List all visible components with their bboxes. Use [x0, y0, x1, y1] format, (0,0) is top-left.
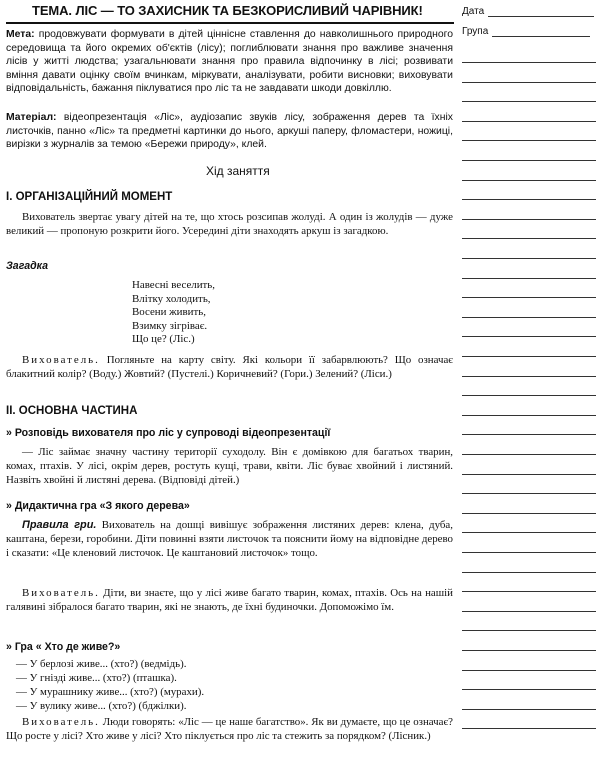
group-field[interactable] — [462, 26, 590, 37]
date-label: Дата — [462, 6, 485, 17]
note-line — [462, 82, 596, 83]
educator-remark-2 — [6, 587, 453, 615]
note-line — [462, 532, 596, 533]
educator-remark-3 — [6, 716, 453, 744]
game2-line: — У берлозі живе... (хто?) (ведмідь). — [16, 658, 187, 670]
riddle-line: Що це? (Ліс.) — [132, 333, 195, 346]
note-line — [462, 572, 596, 573]
game2-line: — У гнізді живе... (хто?) (пташка). — [16, 672, 177, 684]
note-line — [462, 611, 596, 612]
note-line — [462, 317, 596, 318]
note-line — [462, 689, 596, 690]
note-line — [462, 376, 596, 377]
group-label: Група — [462, 26, 489, 37]
topic-header — [6, 0, 454, 24]
note-line — [462, 434, 596, 435]
note-line — [462, 395, 596, 396]
note-line — [462, 513, 596, 514]
story-text: — Ліс займає значну частину території суходолу. Він є домівкою для багатьох тварин, комах, птахів. У лісі, окрім дерев, ростуть кущі, трави, квіти. Ліс буває хвойний і листяний. Назвіть хвойні й листяні дерева. (Відповіді дітей.) — [6, 446, 453, 486]
note-line — [462, 474, 596, 475]
game2-line: — У мурашнику живе... (хто?) (мурахи). — [16, 686, 205, 698]
riddle-line: Влітку холодить, — [132, 292, 211, 305]
note-line — [462, 454, 596, 455]
note-line — [462, 493, 596, 494]
topic-title: ТЕМА. ЛІС — ТО ЗАХИСНИК ТА БЕЗКОРИСЛИВИЙ ЧАРІВНИК! — [32, 3, 423, 18]
educator-remark-1 — [6, 354, 453, 382]
note-line — [462, 709, 596, 710]
note-line — [462, 278, 596, 279]
note-line — [462, 258, 596, 259]
educator-text: Діти, ви знаєте, що у лісі живе багато тварин, комах, птахів. Ось на нашій галявині зібралося багато тварин, які не знають, де їхні будиночки. Допоможімо їм. — [6, 587, 453, 613]
date-field[interactable] — [462, 6, 594, 17]
note-line — [462, 630, 596, 631]
note-line — [462, 552, 596, 553]
game1-rules — [6, 519, 453, 560]
educator-text: Люди говорять: «Ліс — це наше багатство». Як ви думаєте, що це означає? Що росте у лісі? Хто живе у лісі? Хто піклується про ліс та стежить за порядком? (Лісник.) — [6, 716, 453, 742]
game2-heading: » Гра « Хто де живе?» — [6, 641, 121, 653]
material-text: відеопрезентація «Ліс», аудіозапис звуків лісу, зображення дерев та їхніх листочків, панно «Ліс» та предметні картинки до нього, аркуші паперу, фломастери, ножиці, вирізки з журналів за темою «Бережи природу», клей. — [6, 112, 453, 151]
game1-heading: » Дидактична гра «З якого дерева» — [6, 500, 190, 512]
note-line — [462, 121, 596, 122]
section1-intro: Вихователь звертає увагу дітей на те, що хтось розсипав жолуді. А один із жолудів — дуже великий — пропоную розкрити його. Усередині діти знаходять аркуш із загадкою. — [6, 211, 453, 237]
note-line — [462, 728, 596, 729]
note-line — [462, 591, 596, 592]
note-line — [462, 238, 596, 239]
note-line — [462, 650, 596, 651]
story-heading: » Розповідь вихователя про ліс у супроводі відеопрезентації — [6, 427, 331, 439]
note-line — [462, 356, 596, 357]
note-line — [462, 336, 596, 337]
section1-heading: I. ОРГАНІЗАЦІЙНИЙ МОМЕНТ — [6, 191, 173, 203]
lesson-course-title: Хід заняття — [206, 164, 270, 178]
riddle-line: Восени живить, — [132, 306, 206, 319]
rules-text: Вихователь на дошці вивішує зображення листяних дерев: клена, дуба, каштана, берези, горобини. Діти повинні взяти листочок та пояснити йому на відповідне дерево і сказати: «Це кленовий листочок. Це каштановий листочок» тощо. — [6, 519, 453, 559]
educator-label: Вихователь. — [22, 354, 100, 366]
note-line — [462, 62, 596, 63]
note-line — [462, 297, 596, 298]
section2-heading: II. ОСНОВНА ЧАСТИНА — [6, 405, 138, 417]
note-line — [462, 199, 596, 200]
note-line — [462, 670, 596, 671]
goal-label: Мета: — [6, 29, 35, 40]
material-paragraph — [6, 111, 453, 152]
riddle-label: Загадка — [6, 260, 49, 272]
note-line — [462, 219, 596, 220]
goal-paragraph — [6, 28, 453, 96]
educator-text: Погляньте на карту світу. Які кольори її забарвлюють? Що означає блакитний колір? (Воду.) Жовтий? (Пустелі.) Коричневий? (Гори.) Зелений? (Ліси.) — [6, 354, 453, 380]
goal-text: продовжувати формувати в дітей ціннісне ставлення до навколишнього природного середовища та його окремих об'єктів (лісу); поглиблювати знання про важливе значення лісів у житті людства; узагальнювати знання про правила відпочинку в лісі; розвивати вміння давати оцінку своїм вчинкам, міркувати, аналізувати, робити висновки; виховувати відповідальність, бажання піклуватися про ліс та не завдавати шкоди довкіллю. — [6, 29, 453, 95]
material-label: Матеріал: — [6, 112, 57, 123]
note-line — [462, 101, 596, 102]
riddle-line: Взимку зігріває. — [132, 319, 208, 332]
educator-label: Вихователь. — [22, 587, 100, 599]
note-line — [462, 160, 596, 161]
rules-label: Правила гри. — [22, 519, 97, 531]
educator-label: Вихователь. — [22, 716, 100, 728]
riddle-poem — [132, 279, 215, 347]
riddle-line: Навесні веселить, — [132, 279, 215, 291]
note-line — [462, 415, 596, 416]
note-line — [462, 180, 596, 181]
game2-line: — У вулику живе... (хто?) (бджілки). — [16, 700, 187, 712]
note-line — [462, 140, 596, 141]
